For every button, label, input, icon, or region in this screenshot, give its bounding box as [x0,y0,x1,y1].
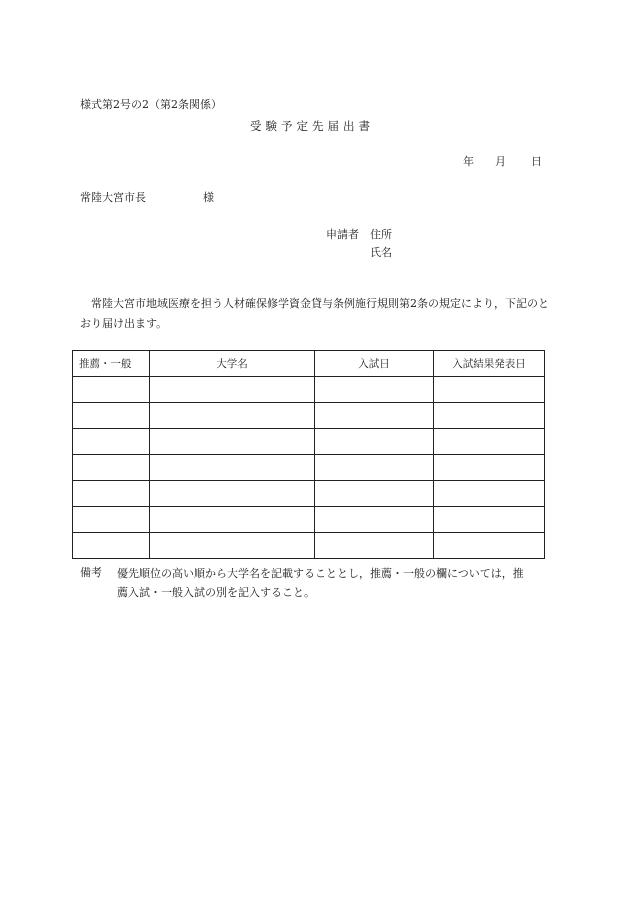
date-year: 年 [463,155,474,168]
col-header-type: 推薦・一般 [73,351,150,377]
table-row [73,403,545,429]
table-cell[interactable] [434,533,545,559]
table-cell[interactable] [315,533,434,559]
table-cell[interactable] [315,377,434,403]
table-cell[interactable] [315,429,434,455]
table-cell[interactable] [73,507,150,533]
address-label: 住所 [370,228,392,241]
col-header-result-date: 入試結果発表日 [434,351,545,377]
table-row [73,481,545,507]
table-row [73,455,545,481]
table-cell[interactable] [150,507,315,533]
table-cell[interactable] [73,377,150,403]
table-cell[interactable] [434,403,545,429]
table-cell[interactable] [150,403,315,429]
col-header-exam-date: 入試日 [315,351,434,377]
table-row [73,507,545,533]
table-cell[interactable] [434,455,545,481]
date-month: 月 [495,155,506,168]
remarks-text [117,564,557,602]
table-cell[interactable] [73,403,150,429]
col-header-university: 大学名 [150,351,315,377]
remarks-line-1: 優先順位の高い順から大学名を記載することとし，推薦・一般の欄については，推 [117,567,524,580]
table-cell[interactable] [150,377,315,403]
name-label: 氏名 [370,246,392,259]
table-cell[interactable] [73,429,150,455]
table-cell[interactable] [150,455,315,481]
table-cell[interactable] [150,533,315,559]
table-cell[interactable] [150,481,315,507]
table-cell[interactable] [315,455,434,481]
body-text: 常陸大宮市地域医療を担う人材確保修学資金貸与条例施行規則第2条の規定により，下記のとおり届け出ます。 [80,297,549,330]
table-cell[interactable] [73,481,150,507]
table-row [73,377,545,403]
applicant-label: 申請者 [326,228,359,241]
table-cell[interactable] [73,455,150,481]
table-cell[interactable] [434,507,545,533]
form-id: 様式第2号の2（第2条関係） [80,98,222,111]
table-cell[interactable] [434,481,545,507]
honorific: 様 [203,191,214,204]
table-cell[interactable] [315,403,434,429]
document-title: 受験予定先届出書 [250,119,374,133]
table-cell[interactable] [150,429,315,455]
table-cell[interactable] [315,481,434,507]
table-header-row [73,351,545,377]
remarks-line-2: 薦入試・一般入試の別を記入すること。 [117,586,315,599]
table-cell[interactable] [315,507,434,533]
addressee: 常陸大宮市長 [80,191,146,204]
application-table [72,350,545,559]
table-row [73,533,545,559]
remarks-label: 備考 [80,566,102,579]
table-cell[interactable] [434,377,545,403]
table-cell[interactable] [73,533,150,559]
table-cell[interactable] [434,429,545,455]
date-day: 日 [531,155,542,168]
table-row [73,429,545,455]
